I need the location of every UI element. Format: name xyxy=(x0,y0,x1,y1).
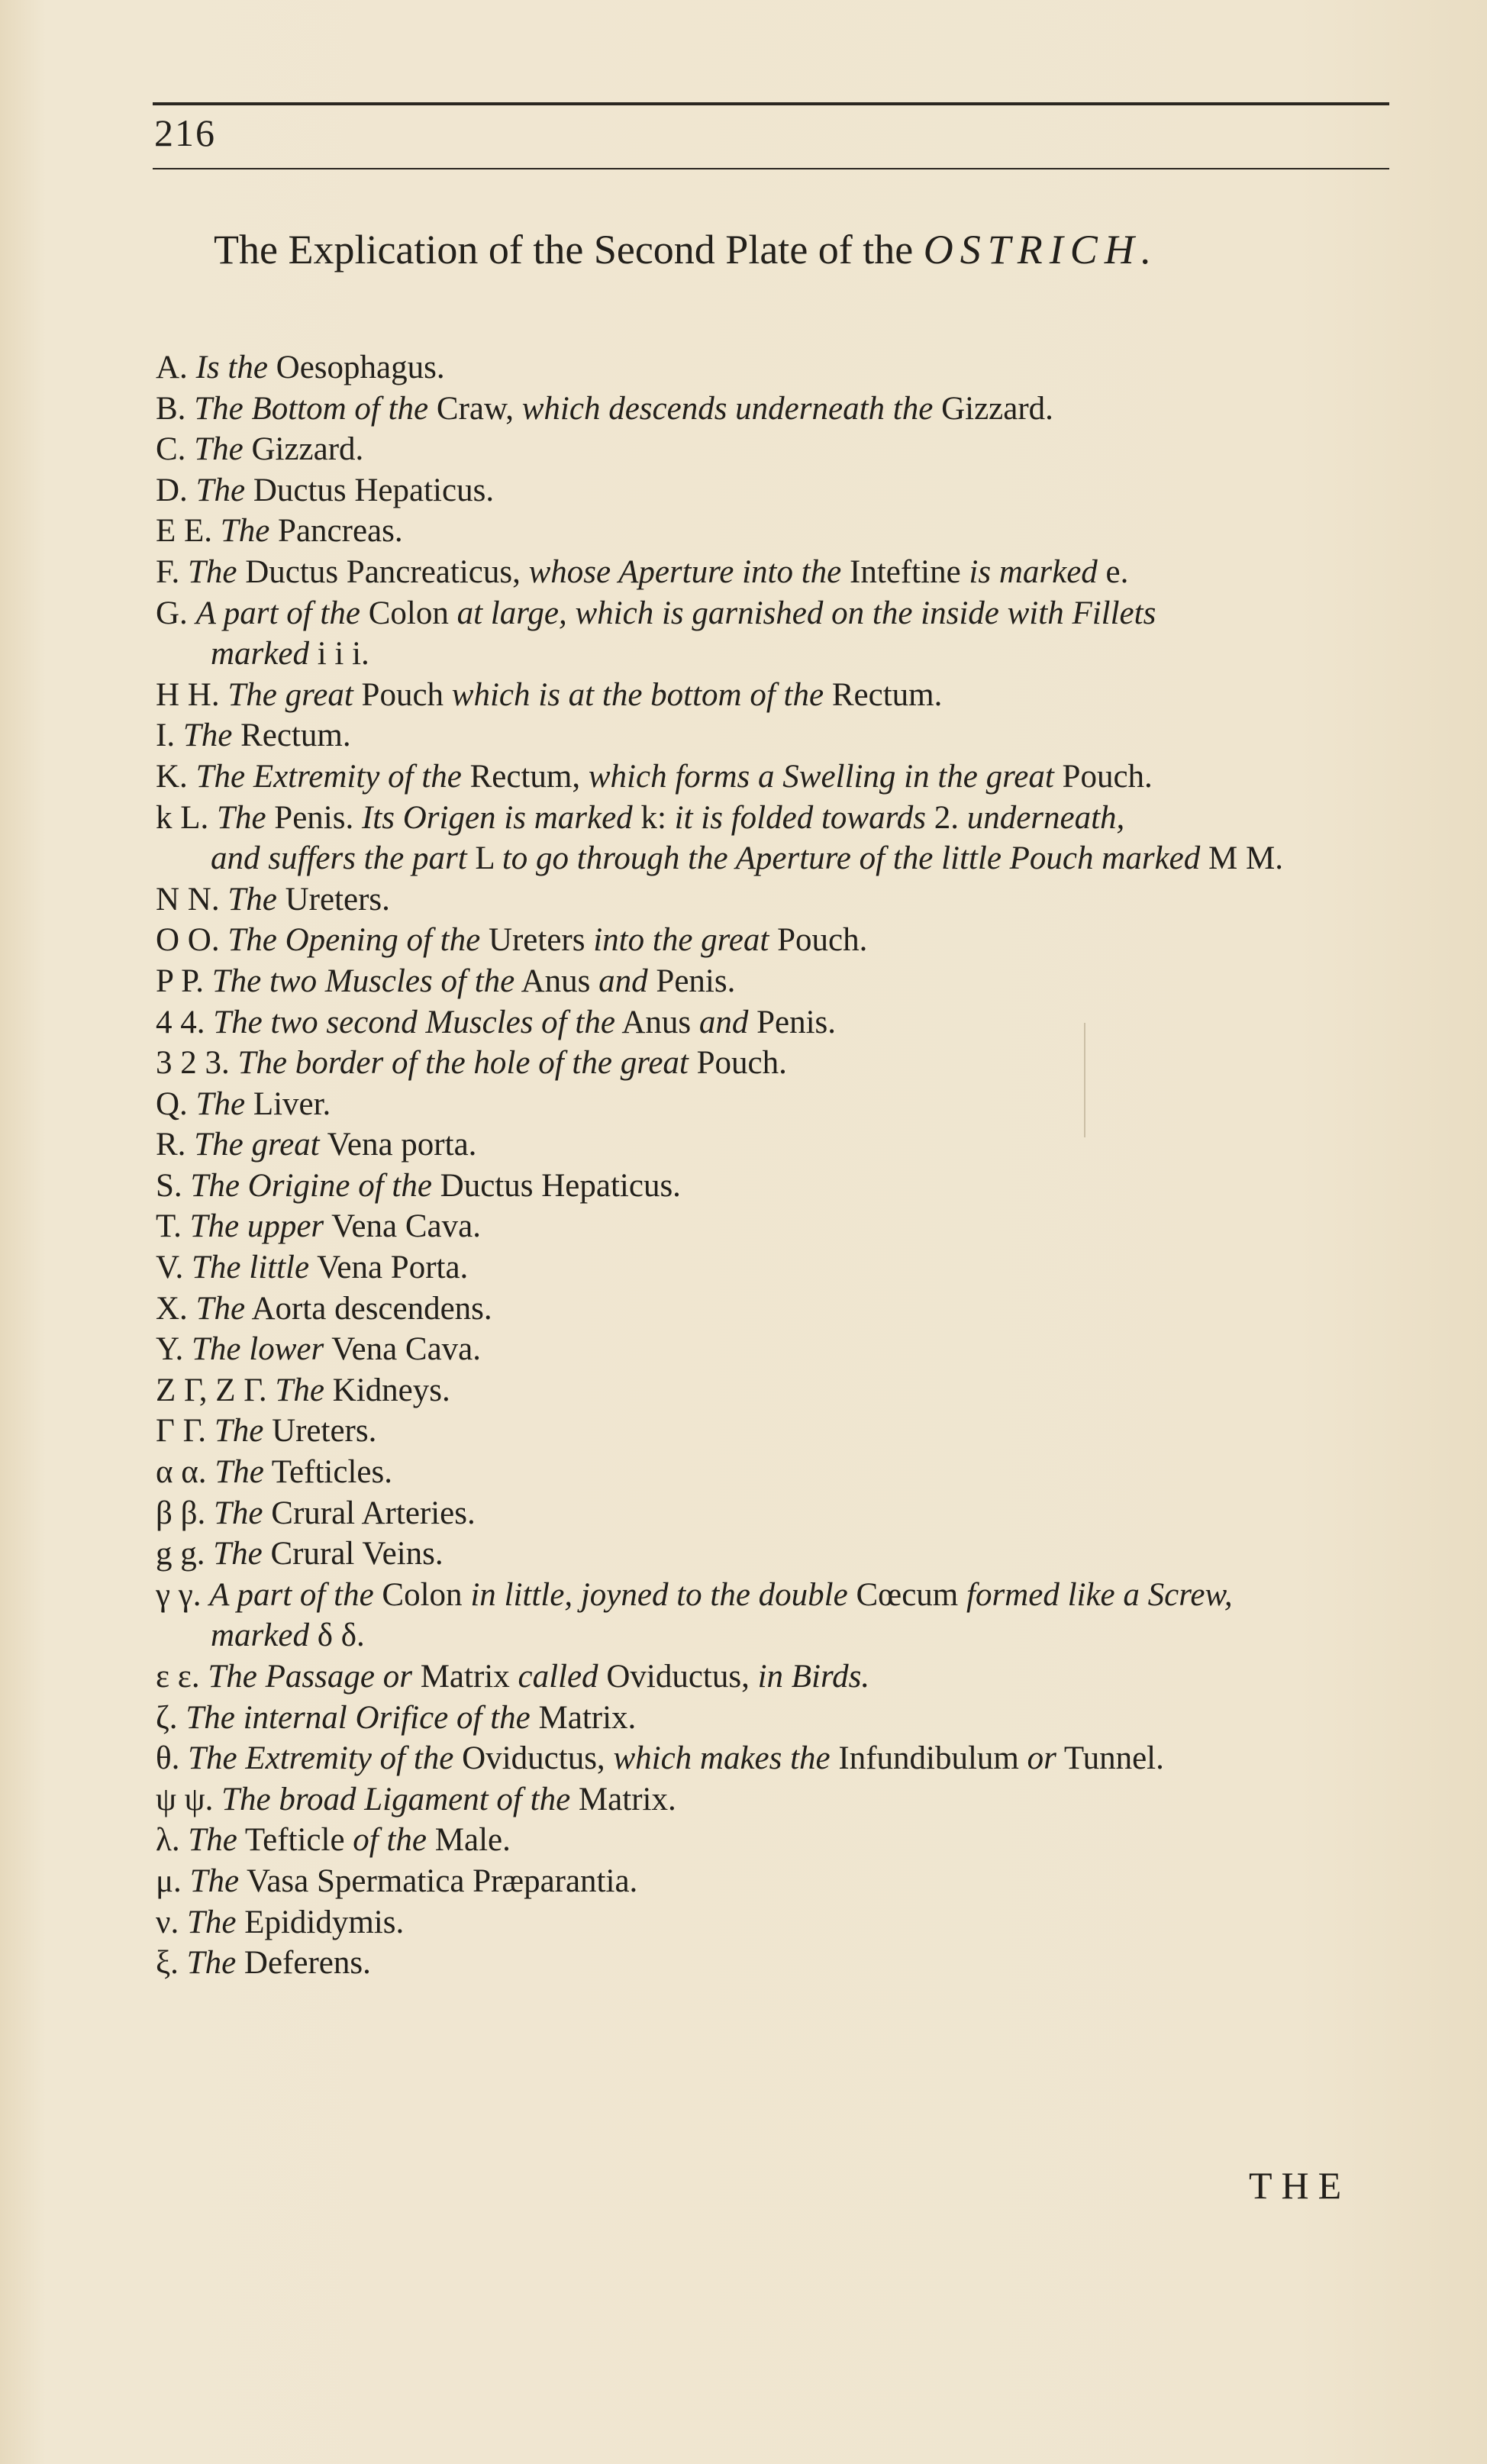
entry-key: X. xyxy=(156,1290,188,1327)
list-item xyxy=(156,1738,1408,1779)
entry-key: Γ Γ. xyxy=(156,1413,207,1450)
entry-text: Ductus Hepaticus. xyxy=(253,472,495,508)
entry-text: Ductus Pancreaticus, xyxy=(245,553,521,590)
entry-text-italic: The xyxy=(195,1085,246,1122)
entry-key: Q. xyxy=(156,1085,188,1122)
entry-text: Epididymis. xyxy=(244,1904,405,1940)
list-item xyxy=(156,593,1408,634)
entry-text-italic: and xyxy=(598,963,648,999)
entry-text: Ureters xyxy=(488,922,585,959)
margin-mark xyxy=(1084,1023,1085,1137)
entry-text-italic: The xyxy=(186,1904,237,1940)
list-item xyxy=(156,1656,1408,1698)
entry-key: 3 2 3. xyxy=(156,1045,230,1082)
entry-text: Oesophagus. xyxy=(276,350,445,385)
entry-text-italic: formed like a Screw, xyxy=(966,1576,1233,1613)
entry-text-italic: The xyxy=(187,553,237,590)
page-title xyxy=(214,226,1158,273)
entry-text-italic: in little, joyned to the double xyxy=(470,1576,848,1613)
list-item xyxy=(156,389,1408,430)
entry-text-italic: The xyxy=(215,1454,264,1491)
list-item xyxy=(156,1861,1408,1902)
entry-text-italic: to go through the Aperture of the little Pouch marked xyxy=(502,840,1201,877)
entry-text-italic: The xyxy=(275,1372,324,1408)
list-item-continuation xyxy=(156,634,1408,675)
entry-key: ζ. xyxy=(156,1699,178,1736)
entry-key: λ. xyxy=(156,1822,180,1859)
entry-text-italic: The Bottom of the xyxy=(194,390,429,427)
entry-text: Tefticles. xyxy=(271,1454,392,1491)
list-item xyxy=(156,347,1408,389)
entry-text: Penis. xyxy=(656,963,736,999)
entry-text: Rectum. xyxy=(240,718,351,754)
list-item xyxy=(156,1329,1408,1370)
entry-text-italic: The Extremity of the xyxy=(195,758,462,795)
entry-text-italic: which is at the bottom of the xyxy=(451,676,824,713)
entry-text: Vena Cava. xyxy=(331,1208,481,1245)
entry-text: Aorta descendens. xyxy=(251,1290,492,1327)
entry-key: K. xyxy=(156,758,188,795)
entry-key: D. xyxy=(156,472,188,508)
list-item xyxy=(156,1166,1408,1207)
entry-text-italic: The xyxy=(186,1945,237,1982)
entry-text-italic: The Origine of the xyxy=(190,1167,432,1204)
page-title-italic: OSTRICH. xyxy=(923,227,1159,273)
list-item xyxy=(156,961,1408,1002)
entry-key: C. xyxy=(156,431,186,468)
entry-key: T. xyxy=(156,1208,182,1245)
entry-text: 2. xyxy=(934,799,959,836)
entry-key: 4 4. xyxy=(156,1004,205,1040)
list-item xyxy=(156,1902,1408,1943)
entry-text: Craw, xyxy=(436,390,514,427)
entry-key: α α. xyxy=(156,1454,207,1491)
entry-text-italic: The xyxy=(220,513,270,550)
entry-text: Inteftine xyxy=(850,553,961,590)
list-item-continuation xyxy=(156,838,1408,879)
list-item xyxy=(156,1943,1408,1984)
entry-text-italic: The xyxy=(213,1536,263,1572)
entry-text-italic: at large, which is garnished on the inside with Fillets xyxy=(456,595,1156,631)
entry-key: g g. xyxy=(156,1536,205,1572)
catchword: THE xyxy=(1249,2164,1351,2207)
entry-text-italic: and xyxy=(698,1004,749,1040)
entry-text-italic: is marked xyxy=(969,553,1098,590)
entry-text-italic: which makes the xyxy=(613,1740,831,1777)
entry-text-italic: The internal Orifice of the xyxy=(185,1699,531,1736)
entry-key: E E. xyxy=(156,513,213,550)
entry-text: Penis. xyxy=(756,1004,837,1040)
entry-text-italic: The border of the hole of the great xyxy=(237,1045,689,1082)
entry-text: Rectum. xyxy=(831,676,943,713)
list-item xyxy=(156,1084,1408,1125)
list-item xyxy=(156,1124,1408,1166)
entry-text: Vena porta. xyxy=(327,1127,477,1163)
entry-key: μ. xyxy=(156,1863,182,1899)
entry-key: G. xyxy=(156,595,188,631)
entry-text-italic: The great xyxy=(194,1127,320,1163)
entry-text: Pancreas. xyxy=(278,513,403,550)
entry-text: Pouch. xyxy=(777,922,868,959)
list-item xyxy=(156,1043,1408,1084)
entry-key: P P. xyxy=(156,963,204,999)
entry-text-italic: and suffers the part xyxy=(211,840,467,877)
entry-text: Infundibulum xyxy=(838,1740,1019,1777)
entry-text-italic: The xyxy=(194,431,244,468)
entry-text-italic: underneath, xyxy=(966,799,1125,836)
entry-text-italic: The xyxy=(189,1863,240,1899)
entry-text-italic: The Passage or xyxy=(208,1659,412,1695)
entry-text-italic: The xyxy=(195,1290,246,1327)
entry-key: θ. xyxy=(156,1740,180,1777)
entry-text: Liver. xyxy=(253,1085,331,1122)
list-item xyxy=(156,1411,1408,1452)
list-item xyxy=(156,798,1408,839)
entry-text-italic: whose Aperture into the xyxy=(528,553,842,590)
list-item xyxy=(156,675,1408,716)
list-item xyxy=(156,1779,1408,1821)
entry-text-italic: The great xyxy=(227,676,353,713)
list-item xyxy=(156,511,1408,552)
list-item xyxy=(156,879,1408,921)
header-rule-top xyxy=(153,102,1389,105)
entry-text: Matrix xyxy=(420,1659,510,1695)
header-rule-bottom xyxy=(153,168,1389,169)
entry-text: Gizzard. xyxy=(941,390,1053,427)
list-item xyxy=(156,429,1408,470)
list-item-continuation xyxy=(156,1615,1408,1656)
entry-text-italic: The broad Ligament of the xyxy=(221,1781,571,1817)
list-item xyxy=(156,1493,1408,1534)
entry-text-italic: The xyxy=(188,1822,237,1859)
entry-text: Anus xyxy=(521,963,591,999)
entry-text-italic: or xyxy=(1027,1740,1056,1777)
entry-text-italic: Its Origen is marked xyxy=(361,799,633,836)
entry-text-italic: The xyxy=(182,718,233,754)
entry-text-italic: The lower xyxy=(192,1331,324,1368)
list-item xyxy=(156,715,1408,756)
entry-key: ψ ψ. xyxy=(156,1781,214,1817)
entry-text: Crural Veins. xyxy=(270,1536,444,1572)
entry-text: Ductus Hepaticus. xyxy=(440,1167,681,1204)
entry-text-italic: into the great xyxy=(593,922,769,959)
entry-text-italic: which forms a Swelling in the great xyxy=(588,758,1054,795)
entry-key: β β. xyxy=(156,1495,206,1531)
entry-key: Z Γ, Z Γ. xyxy=(156,1372,267,1408)
entry-text-italic: it is folded towards xyxy=(674,799,926,836)
entry-text: Colon xyxy=(368,595,449,631)
entry-key: H H. xyxy=(156,676,220,713)
entry-key: S. xyxy=(156,1167,182,1204)
entry-key: N N. xyxy=(156,881,220,918)
entry-text-italic: The Extremity of the xyxy=(188,1740,454,1777)
entry-text-italic: marked xyxy=(211,1617,309,1654)
entry-key: V. xyxy=(156,1250,184,1286)
entry-text-italic: A part of the xyxy=(209,1576,374,1613)
entry-text: Anus xyxy=(621,1004,692,1040)
list-item xyxy=(156,552,1408,593)
entry-text: Vasa Spermatica Præparantia. xyxy=(247,1863,638,1899)
entry-text-italic: The xyxy=(195,472,246,508)
list-item xyxy=(156,1370,1408,1411)
entry-text-italic: The Opening of the xyxy=(227,922,481,959)
entry-key: Y. xyxy=(156,1331,184,1368)
explication-list xyxy=(156,347,1408,1984)
entry-key: B. xyxy=(156,390,186,427)
entry-text-italic: The two second Muscles of the xyxy=(213,1004,615,1040)
entry-key: R. xyxy=(156,1127,186,1163)
entry-text: Colon xyxy=(382,1576,463,1613)
entry-text-italic: A part of the xyxy=(195,595,360,631)
page-title-roman: The Explication of the Second Plate of the xyxy=(214,227,914,273)
entry-key: O O. xyxy=(156,922,220,959)
entry-text: i i i. xyxy=(317,636,369,672)
entry-text: Pouch. xyxy=(696,1045,787,1082)
entry-text: Penis. xyxy=(274,799,354,836)
entry-text-italic: called xyxy=(518,1659,598,1695)
entry-text: e. xyxy=(1105,553,1129,590)
list-item xyxy=(156,470,1408,511)
list-item xyxy=(156,1452,1408,1493)
entry-text: Tefticle xyxy=(244,1822,345,1859)
entry-text: Cœcum xyxy=(856,1576,959,1613)
entry-text: δ δ. xyxy=(317,1617,365,1654)
entry-text: Matrix. xyxy=(538,1699,637,1736)
entry-text: Matrix. xyxy=(578,1781,676,1817)
entry-key: ε ε. xyxy=(156,1659,200,1695)
entry-text-italic: The two Muscles of the xyxy=(211,963,515,999)
entry-text-italic: The xyxy=(214,1413,264,1450)
entry-text: Crural Arteries. xyxy=(271,1495,476,1531)
entry-key: γ γ. xyxy=(156,1576,202,1613)
entry-text: Pouch xyxy=(361,676,444,713)
entry-text: M M. xyxy=(1208,840,1283,877)
entry-text-italic: The xyxy=(214,1495,263,1531)
entry-text: Vena Cava. xyxy=(331,1331,482,1368)
entry-key: A. xyxy=(156,350,188,385)
list-item xyxy=(156,1575,1408,1616)
entry-key: k L. xyxy=(156,799,209,836)
list-item xyxy=(156,1002,1408,1043)
entry-key: ξ. xyxy=(156,1945,179,1982)
entry-text-italic: The little xyxy=(192,1250,310,1286)
entry-text: Deferens. xyxy=(244,1945,371,1982)
entry-text: Rectum, xyxy=(469,758,581,795)
entry-text: Ureters. xyxy=(272,1413,377,1450)
entry-text-italic: Is the xyxy=(195,350,268,385)
list-item xyxy=(156,1206,1408,1247)
list-item xyxy=(156,1288,1408,1330)
list-item xyxy=(156,1534,1408,1575)
entry-text: Ureters. xyxy=(285,881,390,918)
entry-text-italic: which descends underneath the xyxy=(521,390,934,427)
entry-text: Oviductus, xyxy=(606,1659,750,1695)
entry-text-italic: in Birds. xyxy=(757,1659,870,1695)
list-item xyxy=(156,1698,1408,1739)
entry-text: Tunnel. xyxy=(1063,1740,1164,1777)
entry-text: Pouch. xyxy=(1062,758,1153,795)
page-number: 216 xyxy=(154,111,216,154)
list-item xyxy=(156,1820,1408,1861)
entry-text-italic: The xyxy=(227,881,277,918)
entry-text-italic: of the xyxy=(353,1822,427,1859)
entry-text: Kidneys. xyxy=(332,1372,450,1408)
list-item xyxy=(156,756,1408,798)
entry-key: I. xyxy=(156,718,176,754)
entry-key: F. xyxy=(156,553,180,590)
entry-text: Gizzard. xyxy=(251,431,364,468)
list-item xyxy=(156,1247,1408,1288)
entry-text: Oviductus, xyxy=(462,1740,605,1777)
entry-text-italic: marked xyxy=(211,636,309,672)
entry-key: ν. xyxy=(156,1904,179,1940)
list-item xyxy=(156,920,1408,961)
entry-text-italic: The xyxy=(217,799,266,836)
entry-text: Vena Porta. xyxy=(317,1250,469,1286)
entry-text-italic: The upper xyxy=(189,1208,324,1245)
entry-text: Male. xyxy=(434,1822,511,1859)
entry-text: L xyxy=(475,840,495,877)
entry-text: k: xyxy=(640,799,666,836)
